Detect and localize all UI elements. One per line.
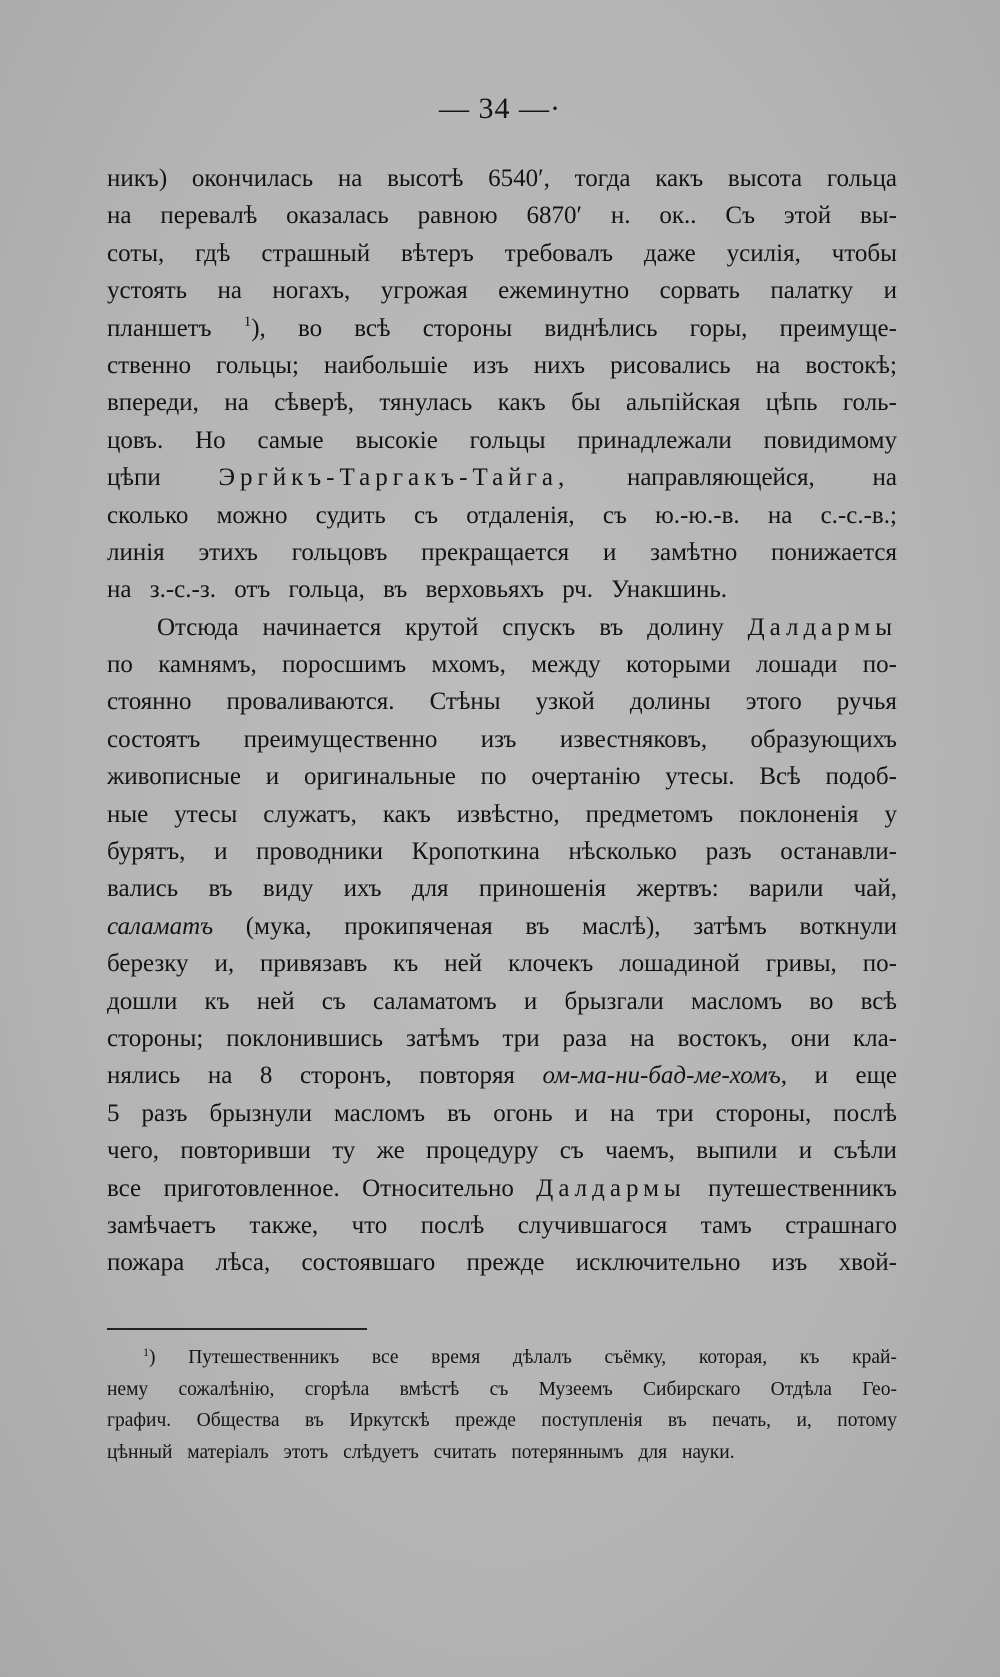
page-number: — 34 —·: [439, 92, 561, 125]
text-line: березку и, привязавъ къ ней клочекъ лошадиной гривы, по-: [107, 950, 897, 978]
text-line: ственно гольцы; наибольшіе изъ нихъ рисовались на востокѣ;: [107, 351, 897, 379]
text-line: линія этихъ гольцовъ прекращается и замѣтно понижается: [107, 538, 897, 566]
footnote-line: $^1$) Путешественникъ все время дѣлалъ съёмку, которая, къ край-: [143, 1345, 897, 1368]
text-line: замѣчаетъ также, что послѣ случившагося тамъ страшнаго: [107, 1211, 897, 1239]
text-line: стоянно проваливаются. Стѣны узкой долины этого ручья: [107, 688, 897, 716]
text-line: чего, повторивши ту же процедуру съ чаемъ, выпили и съѣли: [107, 1137, 897, 1165]
text-line: вались въ виду ихъ для приношенія жертвъ: варили чай,: [107, 875, 897, 903]
footnote-line: цѣнный матеріалъ этотъ слѣдуетъ считать потеряннымъ для науки.: [107, 1441, 735, 1463]
paragraph: [107, 160, 897, 609]
text-line: ные утесы служатъ, какъ извѣстно, предметомъ поклоненія у: [107, 800, 897, 828]
text-line: дошли къ ней съ саламатомъ и брызгали масломъ во всѣ: [107, 987, 897, 1015]
footnote: [107, 1342, 897, 1468]
text-line: Отсюда начинается крутой спускъ въ долину Далдармы: [157, 613, 897, 641]
text-line: планшетъ $^1$), во всѣ стороны виднѣлись горы, преимуще-: [107, 313, 897, 342]
text-line: нялись на 8 сторонъ, повторяя ом-ма-ни-бад-ме-хомъ, и еще: [107, 1062, 897, 1090]
text-line: впереди, на сѣверѣ, тянулась какъ бы альпійская цѣпь голь-: [107, 389, 897, 417]
footnote-divider: [107, 1328, 367, 1330]
text-line: на з.-с.-з. отъ гольца, въ верховьяхъ рч. Унакшинь.: [107, 576, 727, 604]
main-text: [107, 160, 897, 1282]
text-line: все приготовленное. Относительно Далдармы путешественникъ: [107, 1174, 897, 1202]
text-line: никъ) окончилась на высотѣ 6540′, тогда какъ высота гольца: [107, 165, 897, 192]
text-line: устоять на ногахъ, угрожая ежеминутно сорвать палатку и: [107, 277, 897, 305]
text-line: саламатъ (мука, прокипяченая въ маслѣ), затѣмъ воткнули: [107, 912, 897, 940]
text-line: цѣпи Эргйкъ-Таргакъ-Тайга, направляющейся, на: [107, 464, 897, 492]
text-line: бурятъ, и проводники Кропоткина нѣсколько разъ останавли-: [107, 838, 897, 866]
text-line: соты, гдѣ страшный вѣтеръ требовалъ даже усилія, чтобы: [107, 239, 897, 267]
text-line: пожара лѣса, состоявшаго прежде исключительно изъ хвой-: [107, 1249, 897, 1277]
paragraph: [107, 609, 897, 1282]
footnote-line: нему сожалѣнію, сгорѣла вмѣстѣ съ Музеемъ Сибирскаго Отдѣла Гео-: [107, 1378, 897, 1400]
text-line: цовъ. Но самые высокіе гольцы принадлежали повидимому: [107, 426, 897, 454]
text-line: по камнямъ, поросшимъ мхомъ, между которыми лошади по-: [107, 651, 897, 679]
text-line: живописные и оригинальные по очертанію утесы. Всѣ подоб-: [107, 763, 897, 791]
text-line: сколько можно судить съ отдаленія, съ ю.-ю.-в. на с.-с.-в.;: [107, 501, 897, 529]
text-line: стороны; поклонившись затѣмъ три раза на востокъ, они кла-: [107, 1024, 897, 1052]
text-line: состоятъ преимущественно изъ известняковъ, образующихъ: [107, 725, 897, 753]
text-line: на перевалѣ оказалась равною 6870′ н. ок.. Съ этой вы-: [107, 202, 897, 230]
footnote-line: графич. Общества въ Иркутскѣ прежде поступленія въ печать, и, потому: [107, 1410, 897, 1431]
text-line: 5 разъ брызнули масломъ въ огонь и на три стороны, послѣ: [107, 1099, 897, 1127]
